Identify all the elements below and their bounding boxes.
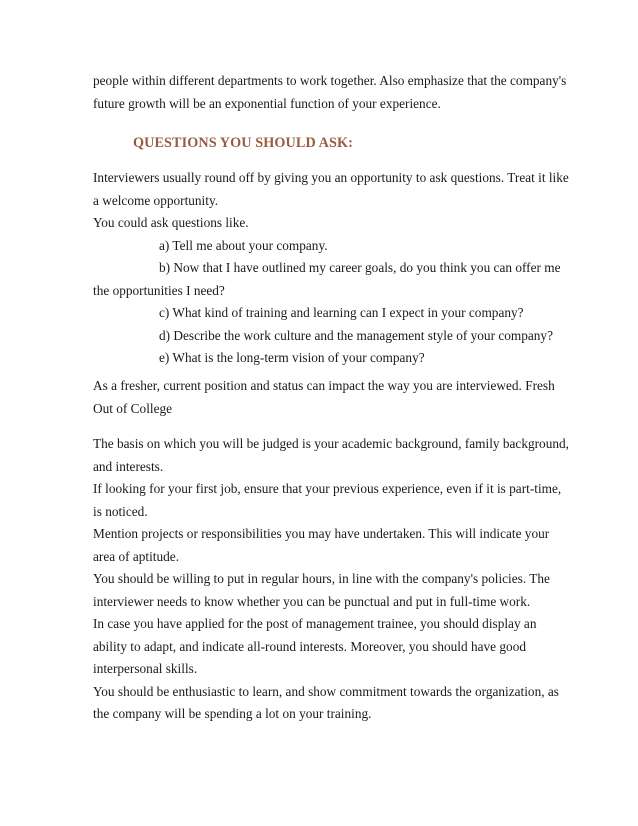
text-line: As a fresher, current position and status can impact the way you are interviewed. Fresh [93,378,555,393]
text-line: You should be willing to put in regular hours, in line with the company's policies. The [93,571,550,586]
text-line: Interviewers usually round off by giving you an opportunity to ask questions. Treat it like [93,170,569,185]
text-line: If looking for your first job, ensure that your previous experience, even if it is part-time, [93,481,562,496]
text-line: the company will be spending a lot on your training. [93,706,372,721]
text-line: future growth will be an exponential function of your experience. [93,95,441,111]
text-line: area of aptitude. [93,548,180,564]
text-line: In case you have applied for the post of management trainee, you should display an [93,616,537,631]
paragraph-intro [93,70,567,115]
paragraph-judging [93,433,569,726]
paragraph-questions-intro [93,167,569,370]
text-line: Mention projects or responsibilities you may have undertaken. This will indicate your [93,526,550,541]
text-line: ability to adapt, and indicate all-round interests. Moreover, you should have good [93,638,526,654]
section-heading: QUESTIONS YOU SHOULD ASK: [133,135,353,151]
text-line: You should be enthusiastic to learn, and show commitment towards the organization, as [93,683,559,699]
text-line: is noticed. [93,503,148,519]
text-line: interviewer needs to know whether you can be punctual and put in full-time work. [93,593,531,609]
paragraph-fresher [93,375,563,420]
text-line: a welcome opportunity. [93,192,219,208]
text-line: You could ask questions like. [93,215,249,230]
text-line: people within different departments to work together. Also emphasize that the company's [93,73,567,88]
question-item: a) Tell me about your company. [159,237,328,253]
text-line: and interests. [93,458,164,474]
question-item-continuation: the opportunities I need? [93,282,225,298]
question-item: b) Now that I have outlined my career goals, do you think you can offer me [159,260,561,275]
text-line: Out of College [93,400,173,416]
question-item: d) Describe the work culture and the management style of your company? [159,327,553,343]
question-item: c) What kind of training and learning can I expect in your company? [159,305,524,320]
text-line: interpersonal skills. [93,661,198,676]
question-item: e) What is the long-term vision of your company? [159,350,425,365]
text-line: The basis on which you will be judged is your academic background, family background, [93,436,569,451]
